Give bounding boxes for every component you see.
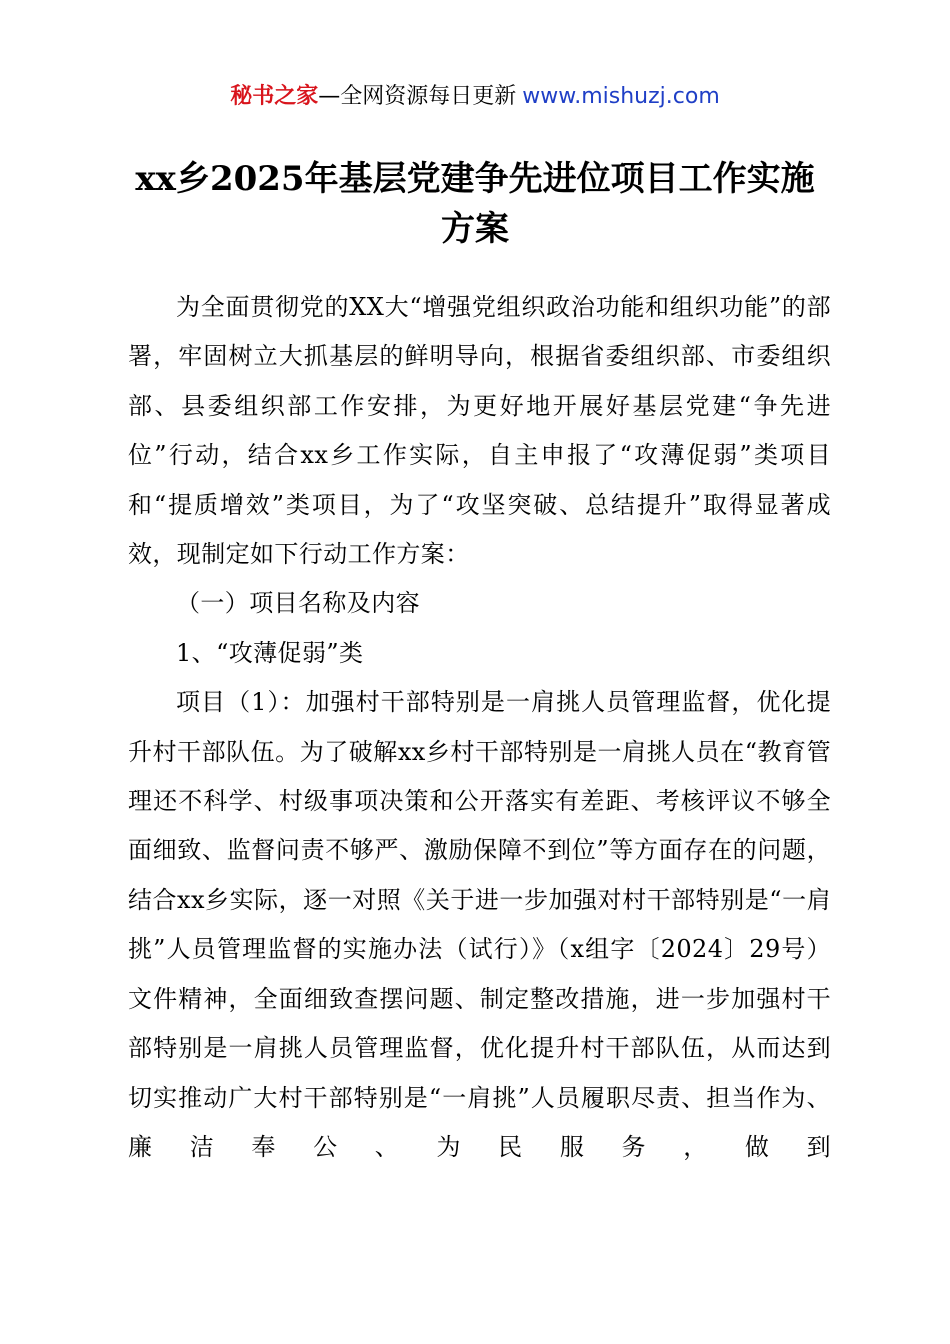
document-title: xx乡2025年基层党建争先进位项目工作实施方案: [135, 159, 815, 249]
section-heading: （一）项目名称及内容: [176, 589, 420, 618]
site-tagline: —全网资源每日更新: [318, 84, 517, 109]
document-body: [128, 283, 831, 1172]
subsection-heading: 1、“攻薄促弱”类: [176, 638, 364, 667]
project-paragraph: 项目（1）：加强村干部特别是一肩挑人员管理监督，优化提升村干部队伍。为了破解xx乡村干部特别是一肩挑人员在“教育管理还不科学、村级事项决策和公开落实有差距、考核评议不够全面细致、监督问责不够严、激励保障不到位”等方面存在的问题，结合xx乡实际，逐一对照《关于进一步加强对村干部特别是“一肩挑”人员管理监督的实施办法（试行）》（x组字〔2024〕29号）文件精神，全面细致查摆问题、制定整改措施，进一步加强村干部特别是一肩挑人员管理监督，优化提升村干部队伍，从而达到切实推动广大村干部特别是“一肩挑”人员履职尽责、担当作为、廉洁奉公、为民服务，做到: [128, 688, 831, 1161]
site-header: [0, 82, 950, 112]
intro-paragraph: 为全面贯彻党的XX大“增强党组织政治功能和组织功能”的部署，牢固树立大抓基层的鲜明导向，根据省委组织部、市委组织部、县委组织部工作安排，为更好地开展好基层党建“争先进位”行动，结合xx乡工作实际，自主申报了“攻薄促弱”类项目和“提质增效”类项目，为了“攻坚突破、总结提升”取得显著成效，现制定如下行动工作方案：: [128, 293, 831, 569]
site-brand: 秘书之家: [230, 84, 319, 109]
site-url-link[interactable]: www.mishuzj.com: [522, 84, 720, 109]
